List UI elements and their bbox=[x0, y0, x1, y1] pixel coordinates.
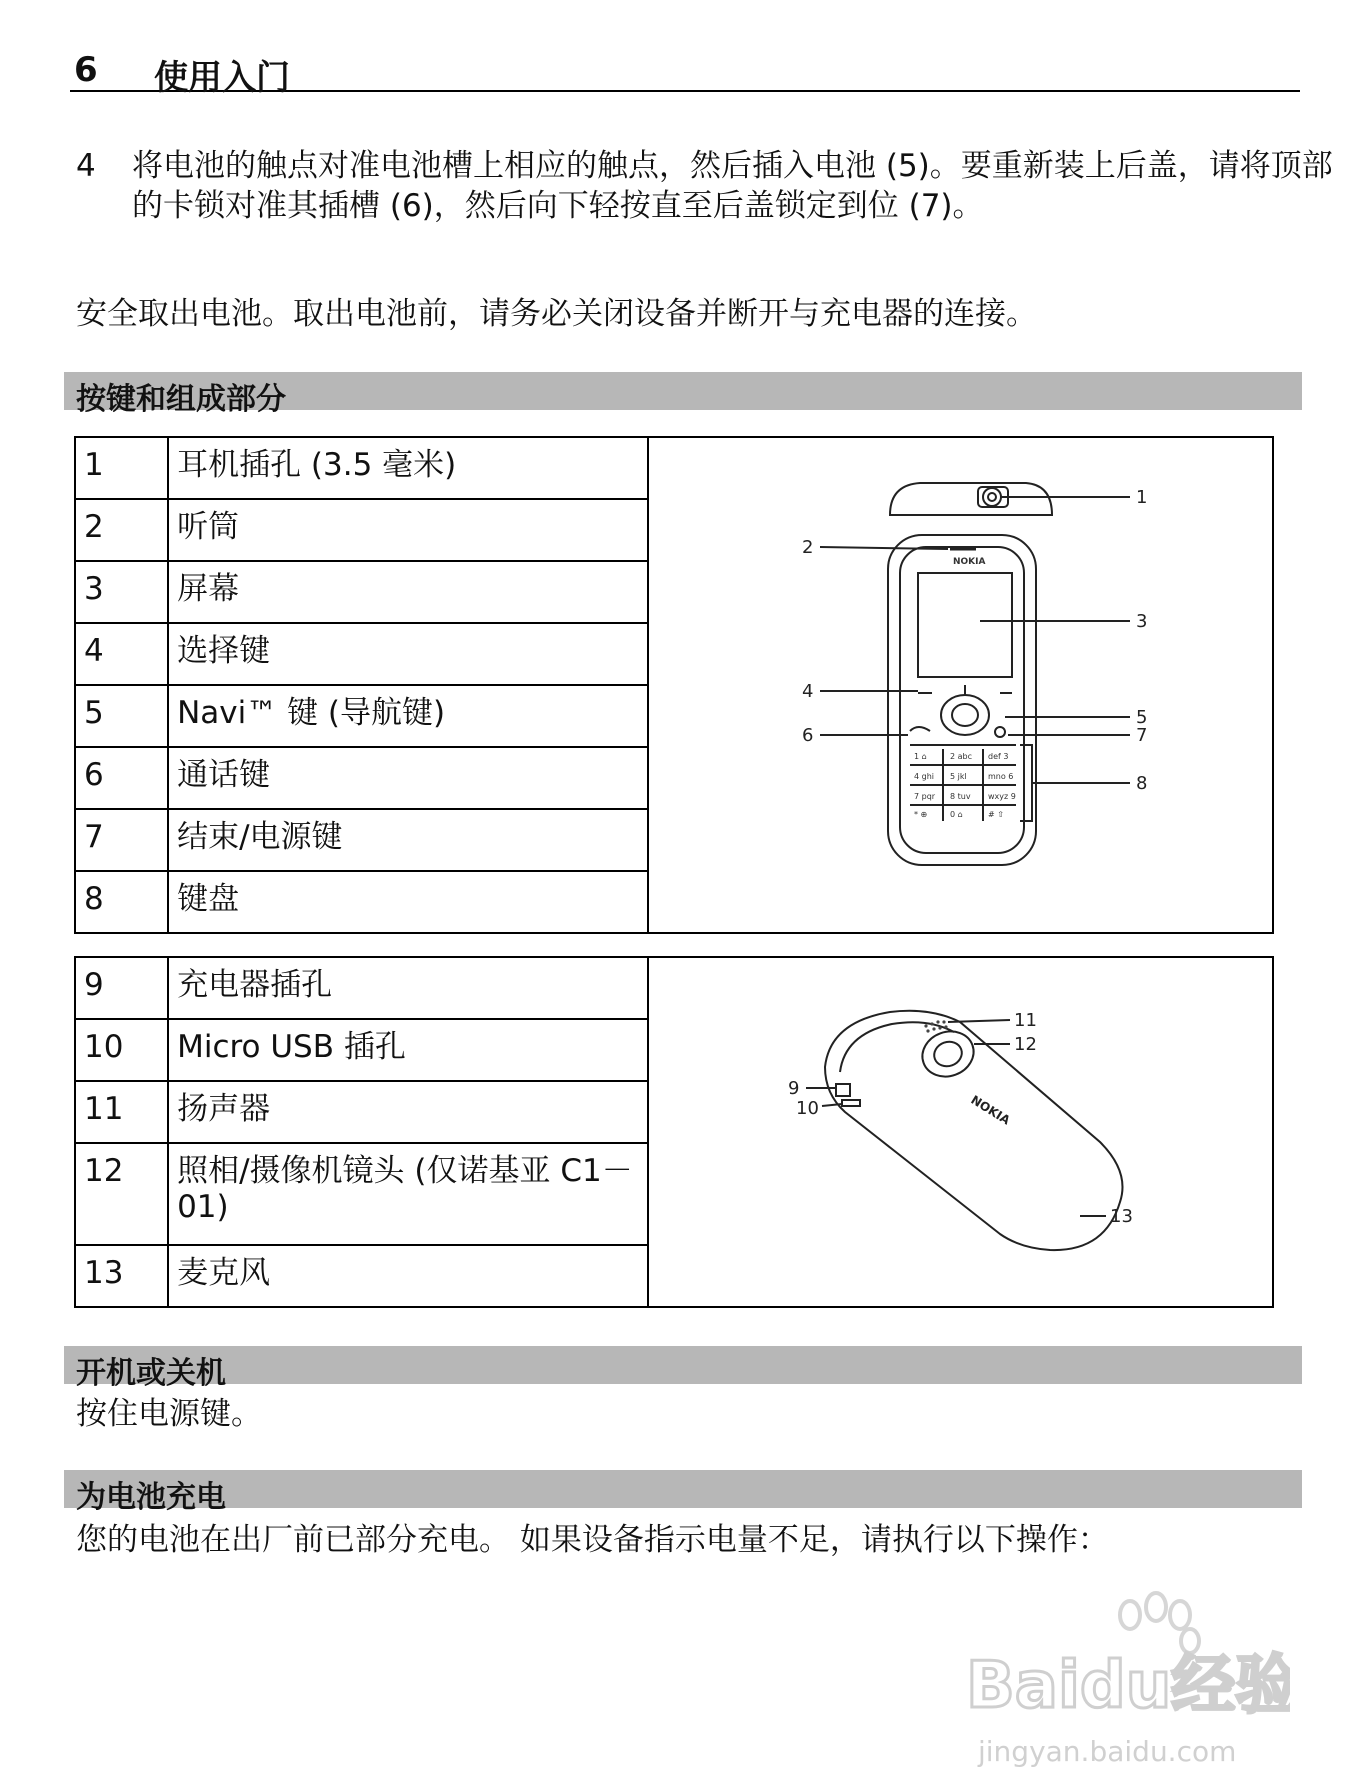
keypad-key: * ⊕ bbox=[914, 810, 928, 819]
call-key bbox=[910, 727, 930, 731]
phone-front-diagram bbox=[660, 445, 1260, 925]
section-title-charge: 为电池充电 bbox=[76, 1480, 226, 1515]
part-number: 11 bbox=[84, 1091, 124, 1127]
keypad-key: 2 abc bbox=[950, 752, 973, 761]
navi-key bbox=[941, 695, 989, 735]
part-label: 键盘 bbox=[177, 881, 240, 917]
callout-label: 12 bbox=[1014, 1034, 1038, 1055]
safety-note: 安全取出电池。取出电池前，请务必关闭设备并断开与充电器的连接。 bbox=[76, 296, 1037, 332]
part-label: 听筒 bbox=[177, 509, 240, 545]
callout-label: 10 bbox=[796, 1098, 820, 1119]
keypad-key: 8 tuv bbox=[950, 792, 971, 801]
callout-label: 1 bbox=[1136, 487, 1148, 508]
part-number: 6 bbox=[84, 757, 104, 793]
charge-instruction: 您的电池在出厂前已部分充电。 如果设备指示电量不足，请执行以下操作： bbox=[76, 1522, 1109, 1558]
step-number: 4 bbox=[76, 148, 96, 184]
part-number: 8 bbox=[84, 881, 104, 917]
part-number: 4 bbox=[84, 633, 104, 669]
phone-screen bbox=[918, 573, 1012, 677]
front-diagram-cell bbox=[648, 437, 1273, 933]
keypad-key: def 3 bbox=[988, 752, 1009, 761]
part-label: 照相/摄像机镜头 (仅诺基亚 C1－01) bbox=[177, 1153, 633, 1225]
charger-port bbox=[836, 1084, 850, 1096]
keypad-key: wxyz 9 bbox=[988, 792, 1017, 801]
chapter-title: 使用入门 bbox=[154, 58, 290, 98]
part-number: 7 bbox=[84, 819, 104, 855]
section-title-power: 开机或关机 bbox=[76, 1356, 226, 1391]
part-label: 通话键 bbox=[177, 757, 271, 793]
part-number: 3 bbox=[84, 571, 104, 607]
callout-label: 2 bbox=[802, 537, 814, 558]
section-heading-charge bbox=[64, 1470, 1302, 1515]
callout-label: 5 bbox=[1136, 707, 1148, 728]
part-label: 充电器插孔 bbox=[177, 967, 333, 1003]
keypad-key: 0 ⌂ bbox=[950, 810, 964, 819]
callout-label: 13 bbox=[1110, 1206, 1134, 1227]
baidu-watermark bbox=[960, 1585, 1290, 1775]
page-header bbox=[70, 44, 1300, 98]
callout-label: 9 bbox=[788, 1078, 800, 1099]
phone-back-diagram bbox=[660, 972, 1260, 1292]
keypad-key: 5 jkl bbox=[950, 772, 968, 781]
front-brand: NOKIA bbox=[953, 557, 986, 567]
end-key bbox=[995, 727, 1005, 737]
part-label: Navi™ 键 (导航键) bbox=[177, 695, 446, 731]
callout-label: 4 bbox=[802, 681, 814, 702]
back-parts-table bbox=[74, 956, 1274, 1308]
part-number: 9 bbox=[84, 967, 104, 1003]
keypad-key: mno 6 bbox=[988, 772, 1014, 781]
part-label: 扬声器 bbox=[177, 1091, 271, 1127]
watermark-url: jingyan.baidu.com bbox=[978, 1735, 1237, 1768]
callout-label: 7 bbox=[1136, 725, 1148, 746]
baidu-paw-logo bbox=[960, 1585, 1290, 1775]
phone-top-view bbox=[890, 483, 1052, 515]
part-number: 2 bbox=[84, 509, 104, 545]
back-brand: NOKIA bbox=[968, 1092, 1013, 1128]
part-label: Micro USB 插孔 bbox=[177, 1029, 406, 1065]
part-label: 耳机插孔 (3.5 毫米) bbox=[177, 447, 457, 483]
part-number: 5 bbox=[84, 695, 104, 731]
callout-label: 6 bbox=[802, 725, 814, 746]
watermark-brand: Baidu经验 bbox=[966, 1649, 1290, 1723]
table-row bbox=[75, 957, 1273, 1019]
section-title-keys: 按键和组成部分 bbox=[76, 382, 286, 417]
part-label: 选择键 bbox=[177, 633, 271, 669]
callout-label: 3 bbox=[1136, 611, 1148, 632]
keypad-key: 4 ghi bbox=[914, 772, 935, 781]
section-heading-keys bbox=[64, 372, 1302, 417]
section-heading-power bbox=[64, 1346, 1302, 1391]
part-number: 10 bbox=[84, 1029, 124, 1065]
callout-label: 11 bbox=[1014, 1010, 1038, 1031]
step-text: 将电池的触点对准电池槽上相应的触点，然后插入电池 (5)。要重新装上后盖，请将顶部的卡锁对准其插槽 (6)，然后向下轻按直至后盖锁定到位 (7)。 bbox=[132, 148, 1333, 224]
part-label: 结束/电源键 bbox=[177, 819, 343, 855]
camera-lens bbox=[916, 1024, 980, 1083]
part-label: 屏幕 bbox=[177, 571, 240, 607]
keypad-key: 1 ⌂ bbox=[914, 752, 928, 761]
page-number: 6 bbox=[74, 50, 98, 90]
part-number: 1 bbox=[84, 447, 104, 483]
keypad-key: # ⇧ bbox=[988, 810, 1005, 819]
part-label: 麦克风 bbox=[177, 1255, 271, 1291]
front-parts-table bbox=[74, 436, 1274, 934]
part-number: 13 bbox=[84, 1255, 124, 1291]
usb-port bbox=[842, 1100, 860, 1106]
keypad-key: 7 pqr bbox=[914, 792, 936, 801]
table-row bbox=[75, 437, 1273, 499]
back-diagram-cell bbox=[648, 957, 1273, 1307]
part-number: 12 bbox=[84, 1153, 124, 1189]
power-instruction: 按住电源键。 bbox=[76, 1396, 262, 1432]
callout-label: 8 bbox=[1136, 773, 1148, 794]
